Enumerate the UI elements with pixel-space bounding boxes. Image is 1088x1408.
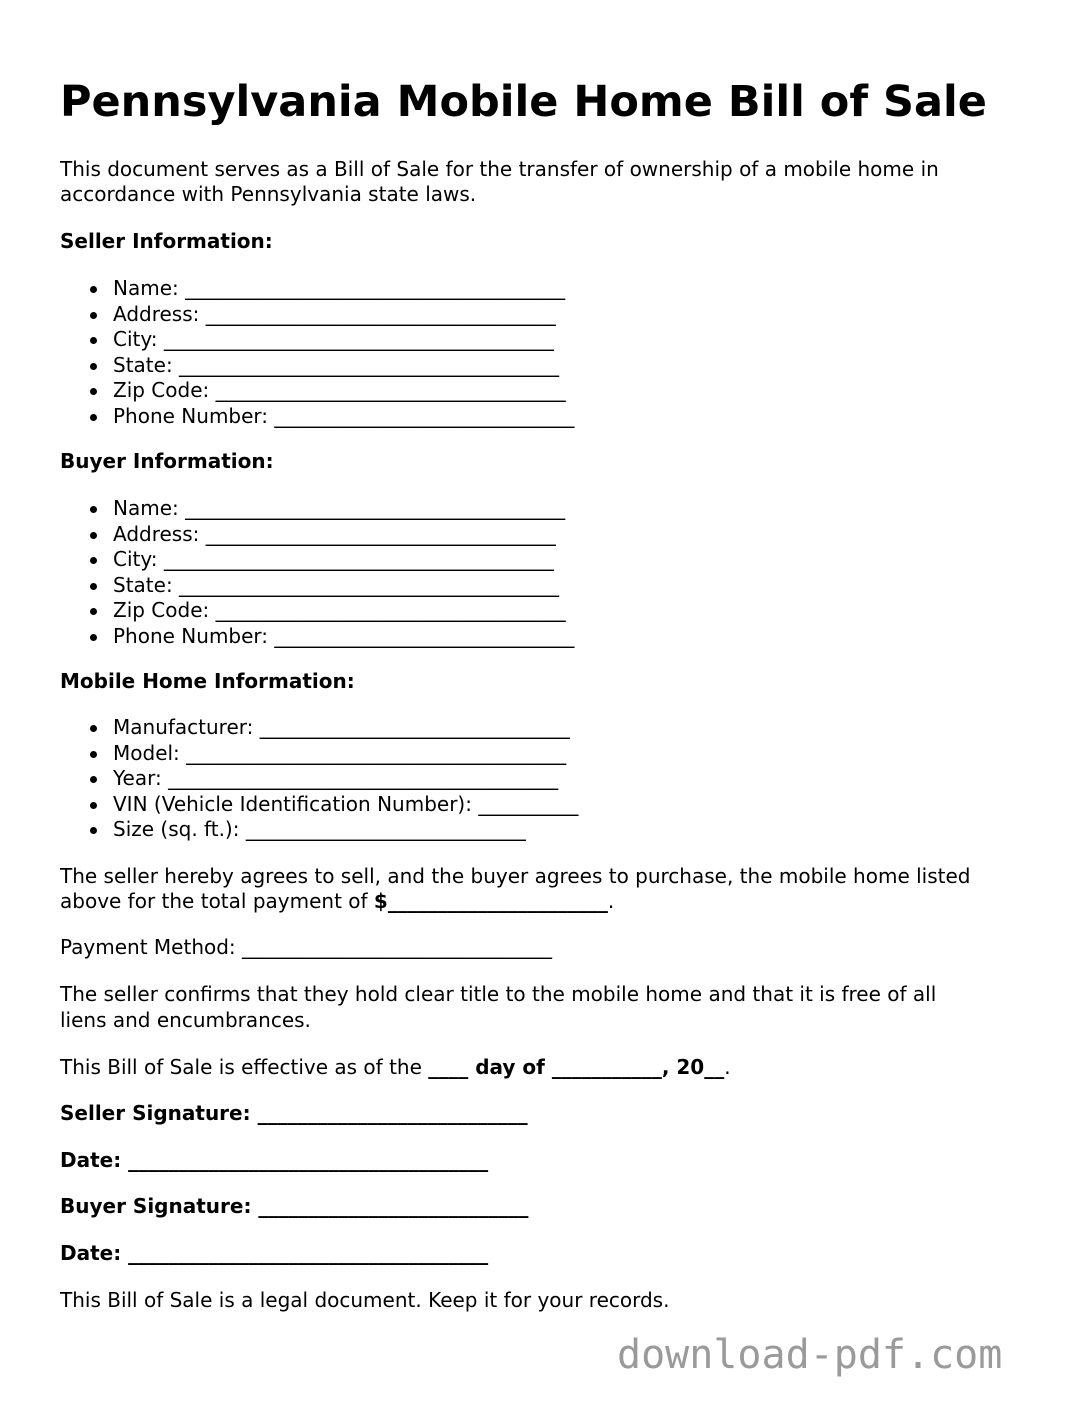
seller-heading: Seller Information: (60, 229, 273, 253)
list-item: Model: ______________________________________ (60, 741, 578, 767)
list-item: Phone Number: ______________________________ (60, 624, 574, 650)
list-item: Size (sq. ft.): ____________________________ (60, 817, 578, 843)
mobile-home-heading: Mobile Home Information: (60, 669, 355, 693)
payment-amount-field: $______________________ (373, 889, 608, 913)
effective-period: . (724, 1055, 731, 1079)
title-confirm-line-1: The seller confirms that they hold clear title to the mobile home and that it is free of all (60, 982, 937, 1006)
agreement-line-2 (60, 889, 614, 915)
seller-fields-list (60, 276, 574, 429)
list-item: Name: ______________________________________ (60, 276, 574, 302)
agreement-line-1: The seller hereby agrees to sell, and the buyer agrees to purchase, the mobile home listed (60, 864, 971, 888)
list-item: VIN (Vehicle Identification Number): __________ (60, 792, 578, 818)
list-item: Zip Code: ___________________________________ (60, 378, 574, 404)
agreement-text: above for the total payment of (60, 889, 374, 913)
payment-method-field: Payment Method: _______________________________ (60, 935, 553, 959)
footer-note: This Bill of Sale is a legal document. Keep it for your records. (60, 1288, 670, 1312)
effective-date-field: ____ day of ___________, 20__ (428, 1055, 725, 1079)
intro-line-1: This document serves as a Bill of Sale for the transfer of ownership of a mobile home in (60, 157, 939, 181)
watermark-text: download-pdf.com (617, 1332, 1003, 1378)
seller-date-field: Date: ____________________________________ (60, 1148, 489, 1172)
document-title: Pennsylvania Mobile Home Bill of Sale (60, 77, 987, 127)
agreement-period: . (607, 889, 615, 913)
mobile-home-fields-list (60, 715, 578, 843)
effective-text: This Bill of Sale is effective as of the (60, 1055, 429, 1079)
list-item: Address: ___________________________________ (60, 302, 574, 328)
intro-line-2: accordance with Pennsylvania state laws. (60, 182, 477, 206)
list-item: Zip Code: ___________________________________ (60, 598, 574, 624)
list-item: Year: _______________________________________ (60, 766, 578, 792)
buyer-signature-field: Buyer Signature: ___________________________ (60, 1194, 529, 1218)
list-item: City: _______________________________________ (60, 327, 574, 353)
list-item: Address: ___________________________________ (60, 522, 574, 548)
title-confirm-line-2: liens and encumbrances. (60, 1008, 311, 1032)
list-item: City: _______________________________________ (60, 547, 574, 573)
list-item: Name: ______________________________________ (60, 496, 574, 522)
list-item: Phone Number: ______________________________ (60, 404, 574, 430)
seller-signature-field: Seller Signature: ___________________________ (60, 1101, 528, 1125)
list-item: State: ______________________________________ (60, 353, 574, 379)
list-item: Manufacturer: _______________________________ (60, 715, 578, 741)
buyer-fields-list (60, 496, 574, 649)
effective-date-line (60, 1055, 731, 1081)
buyer-date-field: Date: ____________________________________ (60, 1241, 489, 1265)
list-item: State: ______________________________________ (60, 573, 574, 599)
buyer-heading: Buyer Information: (60, 449, 274, 473)
